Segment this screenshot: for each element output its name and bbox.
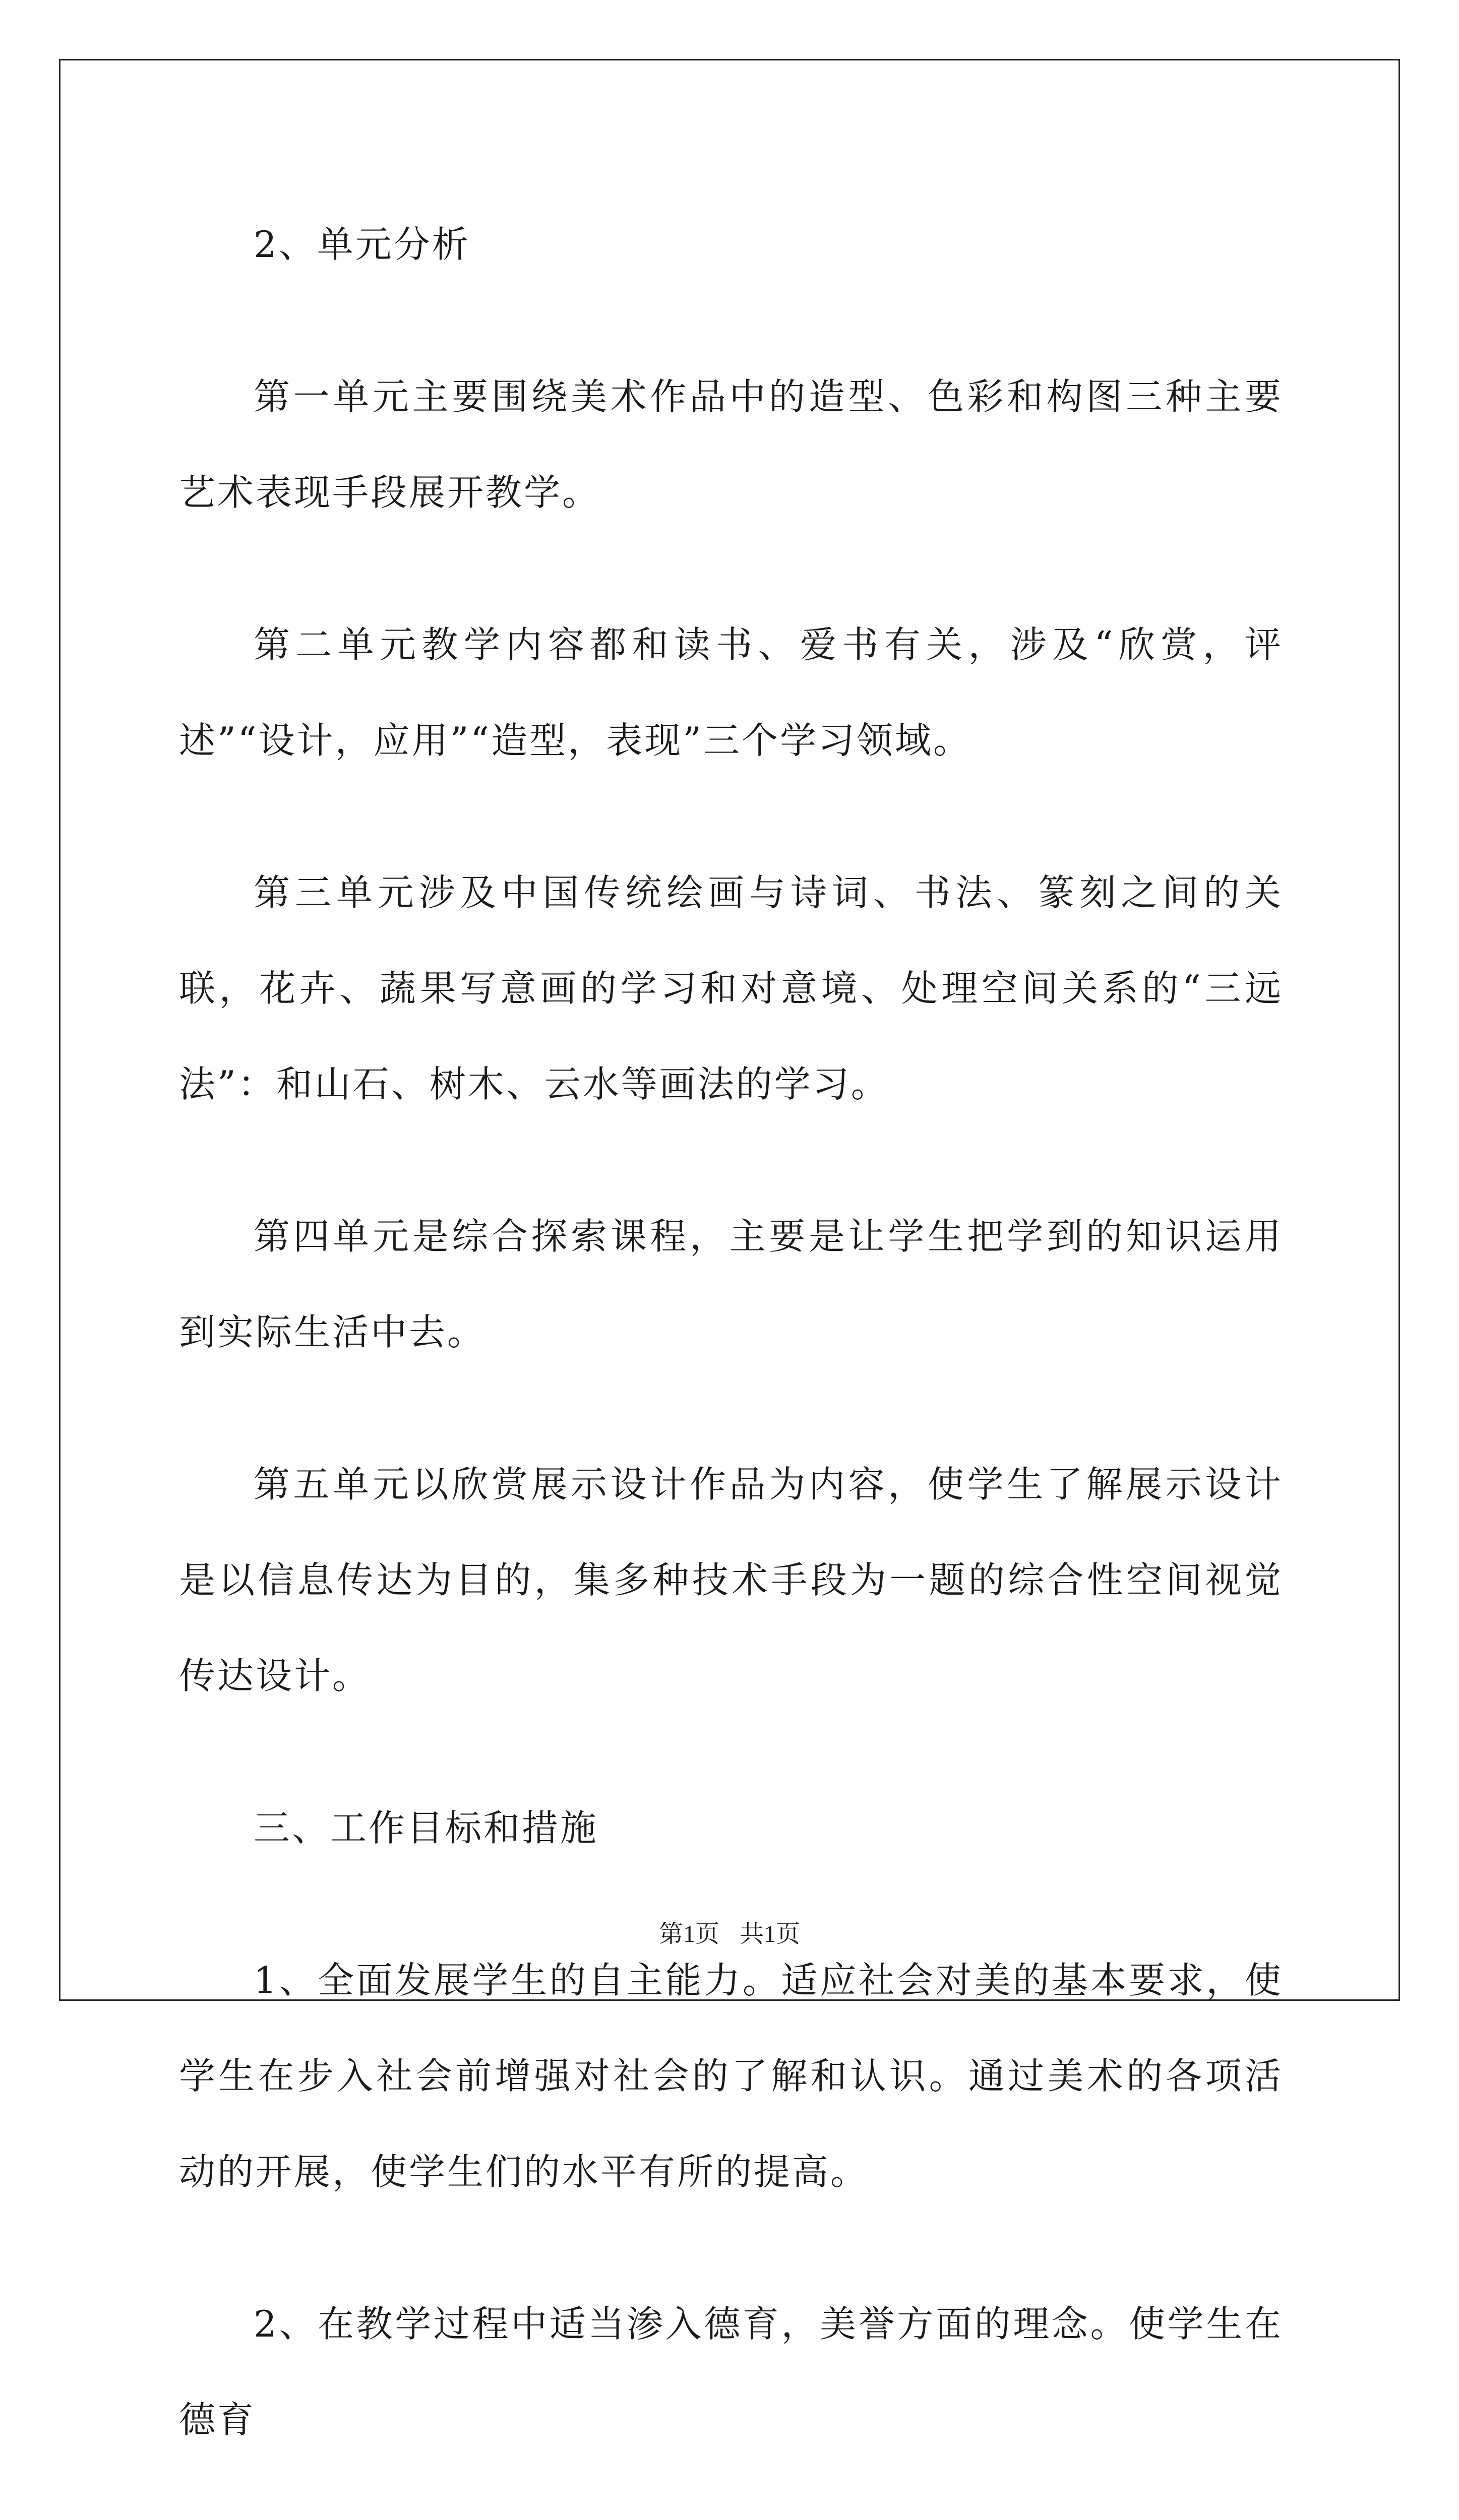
paragraph-goal-one: 1、全面发展学生的自主能力。适应社会对美的基本要求，使学生在步入社会前增强对社会的了解和认识。通过美术的各项活动的开展，使学生们的水平有所的提高。 xyxy=(179,1959,1283,2193)
paragraph-goal-two: 2、在教学过程中适当渗入德育，美誉方面的理念。使学生在德育 xyxy=(179,2303,1283,2441)
paragraph-unit-four: 第四单元是综合探索课程，主要是让学生把学到的知识运用到实际生活中去。 xyxy=(179,1215,1283,1353)
page-total: 共1页 xyxy=(740,1921,801,1947)
document-body xyxy=(179,197,1283,2520)
page-number: 第1页 xyxy=(658,1921,719,1947)
paragraph-unit-one: 第一单元主要围绕美术作品中的造型、色彩和构图三种主要艺术表现手段展开教学。 xyxy=(179,375,1283,514)
paragraph-unit-five: 第五单元以欣赏展示设计作品为内容，使学生了解展示设计是以信息传达为目的，集多种技术手段为一题的综合性空间视觉传达设计。 xyxy=(179,1463,1283,1697)
page-footer xyxy=(0,1919,1459,1949)
paragraph-unit-three: 第三单元涉及中国传统绘画与诗词、书法、篆刻之间的关联，花卉、蔬果写意画的学习和对意境、处理空间关系的“三远法”：和山石、树木、云水等画法的学习。 xyxy=(179,871,1283,1105)
section-heading-goals: 三、工作目标和措施 xyxy=(254,1807,599,1849)
section-heading-unit-analysis: 2、单元分析 xyxy=(254,223,470,266)
paragraph-unit-two: 第二单元教学内容都和读书、爱书有关，涉及“欣赏，评述”“设计，应用”“造型，表现”三个学习领域。 xyxy=(179,623,1283,762)
